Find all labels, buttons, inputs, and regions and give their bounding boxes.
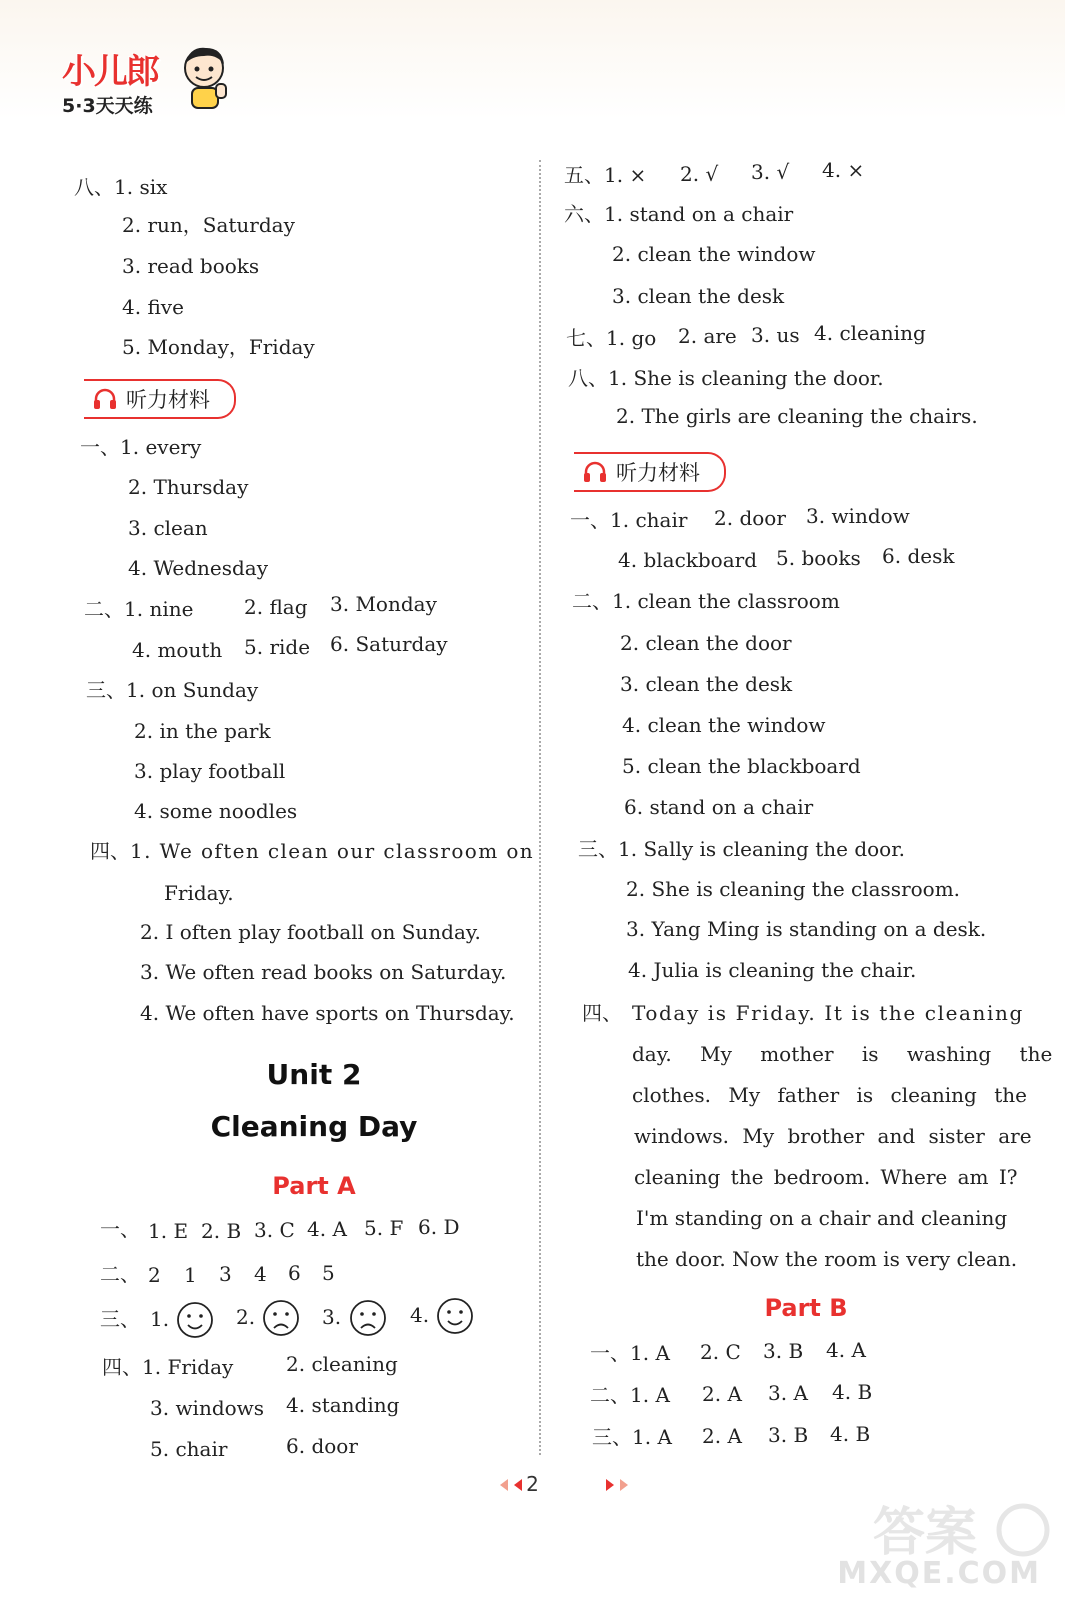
smiley-face-icon [438,1299,472,1333]
part-b-1-row [590,1340,670,1366]
answer: 2. clean the door [620,631,792,655]
answer: 3. Monday [330,592,437,616]
headphones-icon [582,459,608,485]
listen-3-row [578,836,905,862]
answer: 1. A [630,1383,670,1407]
part-a-2-row [100,1261,140,1287]
answer: 2. The girls are cleaning the chairs. [616,404,978,428]
listening-material-tag [574,452,726,492]
answer: 3. Yang Ming is standing on a desk. [626,917,987,941]
section-marker: 五、 [564,163,604,187]
answer: 3. A [768,1381,808,1405]
section-5-row [564,162,646,188]
page-number: 2 [526,1472,539,1496]
section-6-row [564,201,793,227]
listening-material-tag [84,379,236,419]
answer: 1 [184,1263,197,1287]
section-marker: 四、 [102,1355,142,1379]
answer: 2. √ [680,162,719,186]
answer: 1. stand on a chair [604,202,794,226]
passage-line: windows. My brother and sister are [634,1124,1032,1148]
answer: 2 [148,1263,161,1287]
section-marker: 三、 [592,1425,632,1449]
answer: 3. C [254,1218,295,1242]
answer: 4. B [832,1380,873,1404]
listen-1-row [80,434,201,460]
listening-label: 听力材料 [616,461,700,485]
answer: 3. clean [128,516,208,540]
answer: 1. go [606,326,657,350]
section-marker: 八、 [568,366,608,390]
logo-sub: 5·3天天练 [62,95,153,117]
passage-line: I'm standing on a chair and cleaning [636,1206,1008,1230]
section-marker: 二、 [572,589,612,613]
answer: 3. B [768,1423,809,1447]
listen-4-row [90,838,534,864]
answer: 3. play football [134,759,286,783]
sad-face-icon [351,1301,385,1335]
answer: 4. Wednesday [128,556,269,580]
brand-logo [62,44,158,118]
answer: 4. We often have sports on Thursday. [140,1001,515,1025]
answer: 3. window [806,504,910,528]
answer: 1. on Sunday [126,678,259,702]
passage-line: clothes. My father is cleaning the [632,1083,1027,1107]
part-b-title: Part B [764,1294,848,1322]
answer: 3. read books [122,254,260,278]
part-a-3-row [100,1306,140,1332]
part-a-1-row [100,1216,140,1242]
section-marker: 二、 [100,1262,140,1286]
answer: 5. chair [150,1437,228,1461]
answer: 2. in the park [134,719,271,743]
answer: 1. six [114,175,168,199]
answer: 3. windows [150,1396,265,1420]
answer: 2. are [678,324,737,348]
mascot-icon [180,44,230,110]
answer: 6. desk [882,544,955,568]
answer: 6 [288,1261,301,1285]
logo-main: 小儿郎 [62,52,158,92]
listen-2-row [572,588,840,614]
section-marker: 三、 [578,837,618,861]
answer: 3. us [751,323,800,347]
answer: 4. × [822,158,865,182]
answer: 5. books [776,546,861,570]
headphones-icon [92,386,118,412]
answer: 1. Sally is cleaning the door. [618,837,905,861]
listen-4-row [582,1000,622,1026]
answer: 2. B [201,1219,242,1243]
answer: 2. clean the window [612,242,816,266]
answer: 3. We often read books on Saturday. [140,960,507,984]
answer: 1. A [632,1425,672,1449]
answer: 1. We often clean our classroom on [130,839,535,863]
answer: 1. chair [610,508,688,532]
answer: 4. some noodles [134,799,298,823]
answer: 1. clean the classroom [612,589,840,613]
answer: 4. mouth [132,638,223,662]
answer: 6. D [418,1215,460,1239]
answer: 4. Julia is cleaning the chair. [628,958,917,982]
header-band [0,0,1065,120]
passage-line: cleaning the bedroom. Where am I? [634,1165,1018,1189]
answer: 4. standing [286,1393,400,1417]
section-marker: 六、 [564,202,604,226]
listen-1-row [570,507,687,533]
passage-line: Today is Friday. It is the cleaning [632,1001,1024,1025]
answer: 2. She is cleaning the classroom. [626,877,961,901]
section-marker: 七、 [566,326,606,350]
answer: 5. Monday，Friday [122,335,315,359]
part-a-title: Part A [272,1172,356,1200]
answer: 6. door [286,1434,358,1458]
passage-line: day. My mother is washing the [632,1042,1053,1066]
part-b-3-row [592,1424,672,1450]
face-label: 4. [410,1303,430,1327]
answer: 4. clean the window [622,713,826,737]
sad-face-icon [264,1301,298,1335]
section-marker: 二、 [84,597,124,621]
unit-name: Cleaning Day [210,1110,418,1143]
answer: 3 [219,1262,232,1286]
answer: 6. stand on a chair [624,795,814,819]
answer: 4. blackboard [618,548,758,572]
answer: 3. √ [751,160,790,184]
section-marker: 四、 [582,1001,622,1025]
section-marker: 一、 [590,1341,630,1365]
answer: 4. B [830,1422,871,1446]
answer: 1. Friday [142,1355,234,1379]
column-divider [539,160,541,1455]
answer: 1. every [120,435,202,459]
answer: 1. × [604,163,647,187]
answer: 2. Thursday [128,475,249,499]
watermark-text: MXQE.COM [837,1556,1041,1591]
answer: 4 [254,1262,267,1286]
answer: 2. A [702,1382,742,1406]
section-8-row [568,365,884,391]
section-marker: 三、 [86,678,126,702]
section-marker: 二、 [590,1383,630,1407]
answer: 2. run，Saturday [122,213,295,237]
answer: 2. I often play football on Sunday. [140,920,481,944]
answer: 4. cleaning [814,321,926,345]
face-label: 3. [322,1305,342,1329]
answer: 5. clean the blackboard [622,754,861,778]
face-label: 2. [236,1305,256,1329]
answer: 1. A [630,1341,670,1365]
section-marker: 一、 [570,508,610,532]
section-marker: 三、 [100,1307,140,1331]
part-a-4-row [102,1354,233,1380]
answer: 6. Saturday [330,632,448,656]
answer: 1. She is cleaning the door. [608,366,884,390]
section-7-row [566,325,656,351]
answer: 3. clean the desk [620,672,793,696]
answer: 5. ride [244,635,311,659]
part-b-2-row [590,1382,670,1408]
answer: 4. A [826,1338,866,1362]
answer: Friday. [164,881,234,905]
section-marker: 一、 [80,435,120,459]
answer: 5. F [364,1216,404,1240]
answer: 1. E [148,1219,189,1243]
face-row [170,1296,490,1340]
answer: 1. nine [124,597,194,621]
answer: 4. A [307,1217,347,1241]
answer: 2. door [714,506,786,530]
section-8-row [74,174,167,200]
answer: 3. B [763,1339,804,1363]
unit-title: Unit 2 [266,1058,362,1091]
answer: 2. cleaning [286,1352,398,1376]
answer: 2. C [700,1340,741,1364]
section-marker: 一、 [100,1217,140,1241]
next-page-icon[interactable] [598,1478,630,1492]
passage-line: the door. Now the room is very clean. [636,1247,1018,1271]
listen-3-row [86,677,258,703]
section-marker: 八、 [74,175,114,199]
face-label: 1. [150,1307,170,1331]
smiley-face-icon [178,1303,212,1337]
answer: 2. flag [244,595,308,619]
section-marker: 四、 [90,839,130,863]
answer: 2. A [702,1424,742,1448]
listening-label: 听力材料 [126,388,210,412]
answer: 3. clean the desk [612,284,785,308]
answer: 5 [322,1261,335,1285]
listen-2-row [84,596,193,622]
svg-text:答案: 答案 [873,1503,978,1563]
answer: 4. five [122,295,184,319]
